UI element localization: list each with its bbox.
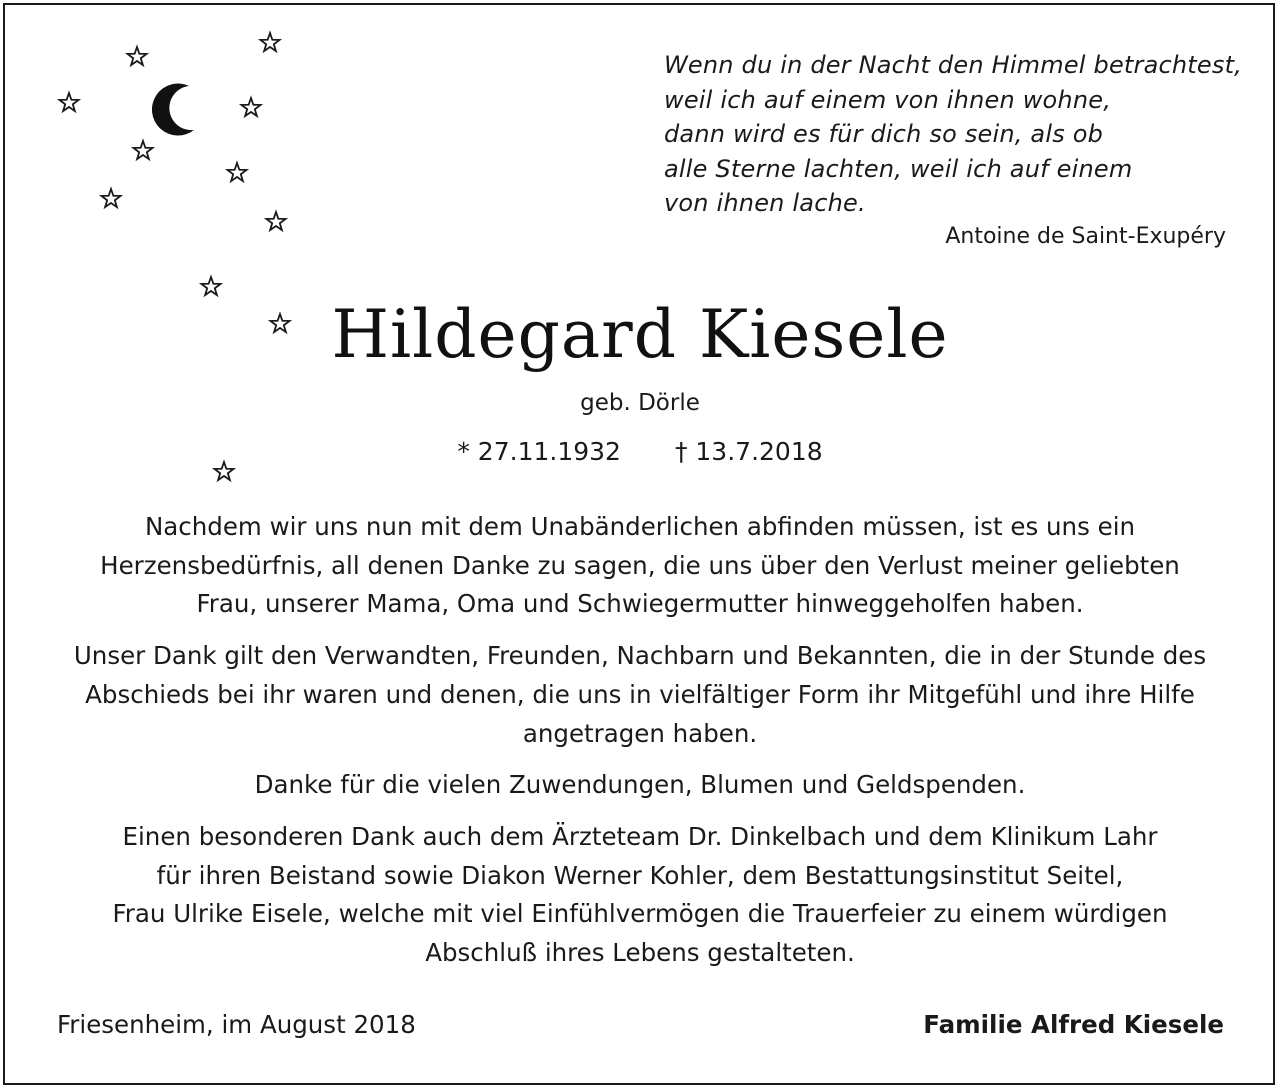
quote-line: von ihnen lache.	[664, 189, 866, 217]
quote-line: Wenn du in der Nacht den Himmel betrachtest,	[664, 51, 1243, 79]
star-icon	[133, 141, 152, 159]
star-icon	[260, 33, 279, 51]
life-dates	[0, 437, 1280, 466]
message-line: Unser Dank gilt den Verwandten, Freunden, Nachbarn und Bekannten, die in der Stunde des	[73, 641, 1207, 671]
quote-line: dann wird es für dich so sein, als ob	[664, 120, 1104, 148]
birth-name: geb. Dörle	[580, 390, 700, 416]
message-line: Danke für die vielen Zuwendungen, Blumen und Geldspenden.	[254, 770, 1026, 800]
star-icon	[101, 189, 120, 207]
place-and-date: Friesenheim, im August 2018	[57, 1010, 416, 1039]
quote-line: weil ich auf einem von ihnen wohne,	[664, 85, 1112, 114]
message-line: Frau Ulrike Eisele, welche mit viel Einfühlvermögen die Trauerfeier zu einem würdigen	[112, 899, 1168, 929]
quote-author: Antoine de Saint-Exupéry	[945, 224, 1226, 249]
message-line: Herzensbedürfnis, all denen Danke zu sagen, die uns über den Verlust meiner geliebten	[100, 550, 1180, 580]
message-line: Einen besonderen Dank auch dem Ärzteteam Dr. Dinkelbach und dem Klinikum Lahr	[122, 821, 1158, 851]
star-icon	[201, 277, 220, 295]
family-signature: Familie Alfred Kiesele	[923, 1010, 1224, 1039]
star-icon	[241, 98, 260, 116]
star-icon	[266, 212, 285, 230]
crescent-moon-icon	[152, 84, 194, 136]
message-line: für ihren Beistand sowie Diakon Werner Kohler, dem Bestattungsinstitut Seitel,	[156, 860, 1124, 890]
birth-date: * 27.11.1932	[457, 437, 621, 466]
thank-you-message	[40, 508, 1240, 986]
message-line: Nachdem wir uns nun mit dem Unabänderlichen abfinden müssen, ist es uns ein	[144, 512, 1136, 541]
message-line: Abschieds bei ihr waren und denen, die uns in vielfältiger Form ihr Mitgefühl und ihre Hilfe	[85, 679, 1195, 709]
message-paragraph	[40, 766, 1240, 805]
message-line: angetragen haben.	[522, 718, 758, 748]
message-paragraph	[40, 508, 1240, 624]
quote-line: alle Sterne lachten, weil ich auf einem	[664, 154, 1133, 183]
death-date: † 13.7.2018	[674, 437, 823, 466]
star-icon	[127, 47, 146, 65]
night-sky-decoration	[0, 0, 320, 500]
message-paragraph	[40, 818, 1240, 973]
epigraph-quote	[664, 48, 1243, 221]
star-icon	[59, 93, 78, 111]
message-line: Frau, unserer Mama, Oma und Schwiegermutter hinweggeholfen haben.	[196, 589, 1084, 619]
deceased-name: Hildegard Kiesele	[331, 296, 949, 373]
message-paragraph	[40, 637, 1240, 753]
message-line: Abschluß ihres Lebens gestalteten.	[425, 938, 855, 968]
star-icon	[227, 163, 246, 181]
